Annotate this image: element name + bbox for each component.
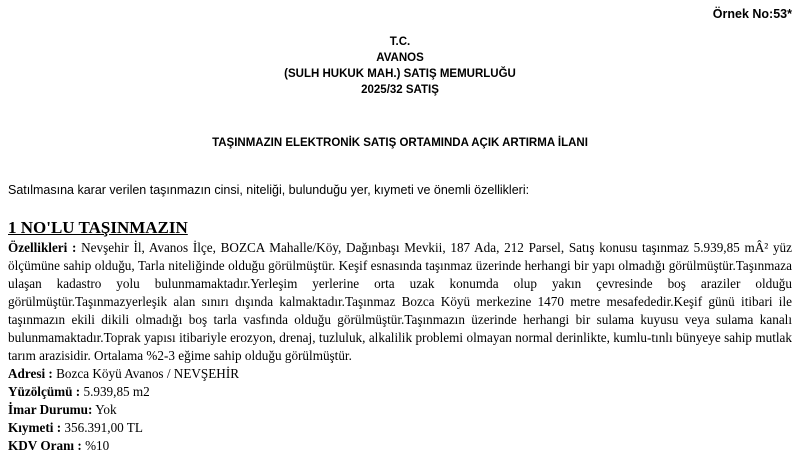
address-field <box>8 365 792 383</box>
zoning-value: Yok <box>92 402 117 417</box>
property-heading: 1 NO'LU TAŞINMAZIN <box>8 218 188 237</box>
area-label: Yüzölçümü : <box>8 384 81 399</box>
intro-text: Satılmasına karar verilen taşınmazın cinsi, niteliği, bulunduğu yer, kıymeti ve önemli özellikleri: <box>8 183 530 197</box>
property-features <box>8 239 792 365</box>
area-value: 5.939,85 m2 <box>80 384 150 399</box>
address-label: Adresi : <box>8 366 53 381</box>
area-field <box>8 383 792 401</box>
features-text: Nevşehir İl, Avanos İlçe, BOZCA Mahalle/Köy, Dağınbaşı Mevkii, 187 Ada, 212 Parsel, Satış konusu taşınmaz 5.939,85 mÂ² yüz ölçümüne sahip olduğu, Tarla niteliğinde olduğu görülmüştür. Keşif esnasında taşınmaz üzerinde herhangi bir yapı olmadığı görülmüştür.Taşınmaza ulaşan kadastro yolu bulunmamaktadır.Yerleşim yerlerine orta uzak konumda olup yakın çevresinde boş araziler olduğu görülmüştür.Taşınmazyerleşik alan sınırı dışında kalmaktadır.Taşınmaz Bozca Köyü merkezine 1470 metre mesafededir.Keşif günü itibari ile taşınmazın ekili dikili olmadığı boş tarla vasfında olduğu görülmüştür.Taşınmazın üzerinde herhangi bir sulama kuyusu veya sulama kanalı bulunmamaktadır.Toprak yapısı itibariyle erozyon, drenaj, tuzluluk, alkalilik problemi olmayan normal derinlikte, kumlu-tınlı bünyeye sahip mutlak tarım arazisidir. Ortalama %2-3 eğime sahip olduğu görülmüştür. <box>8 240 792 363</box>
zoning-field <box>8 401 792 419</box>
vat-label: KDV Oranı : <box>8 438 82 450</box>
vat-field <box>8 437 792 450</box>
example-number: Örnek No:53* <box>712 7 792 21</box>
zoning-label: İmar Durumu: <box>8 402 93 417</box>
header-line-tc: T.C. <box>389 36 411 48</box>
document-header <box>0 34 800 98</box>
address-value: Bozca Köyü Avanos / NEVŞEHİR <box>52 366 240 381</box>
header-line-case-number: 2025/32 SATIŞ <box>361 84 439 96</box>
header-line-office: (SULH HUKUK MAH.) SATIŞ MEMURLUĞU <box>284 68 516 80</box>
notice-title: TAŞINMAZIN ELEKTRONİK SATIŞ ORTAMINDA AÇIK ARTIRMA İLANI <box>212 137 588 149</box>
value-amount: 356.391,00 TL <box>61 420 143 435</box>
header-line-city: AVANOS <box>376 52 424 64</box>
vat-value: %10 <box>81 438 110 450</box>
value-field <box>8 419 792 437</box>
value-label: Kıymeti : <box>8 420 62 435</box>
features-label: Özellikleri : <box>8 240 77 255</box>
property-details <box>8 239 792 450</box>
